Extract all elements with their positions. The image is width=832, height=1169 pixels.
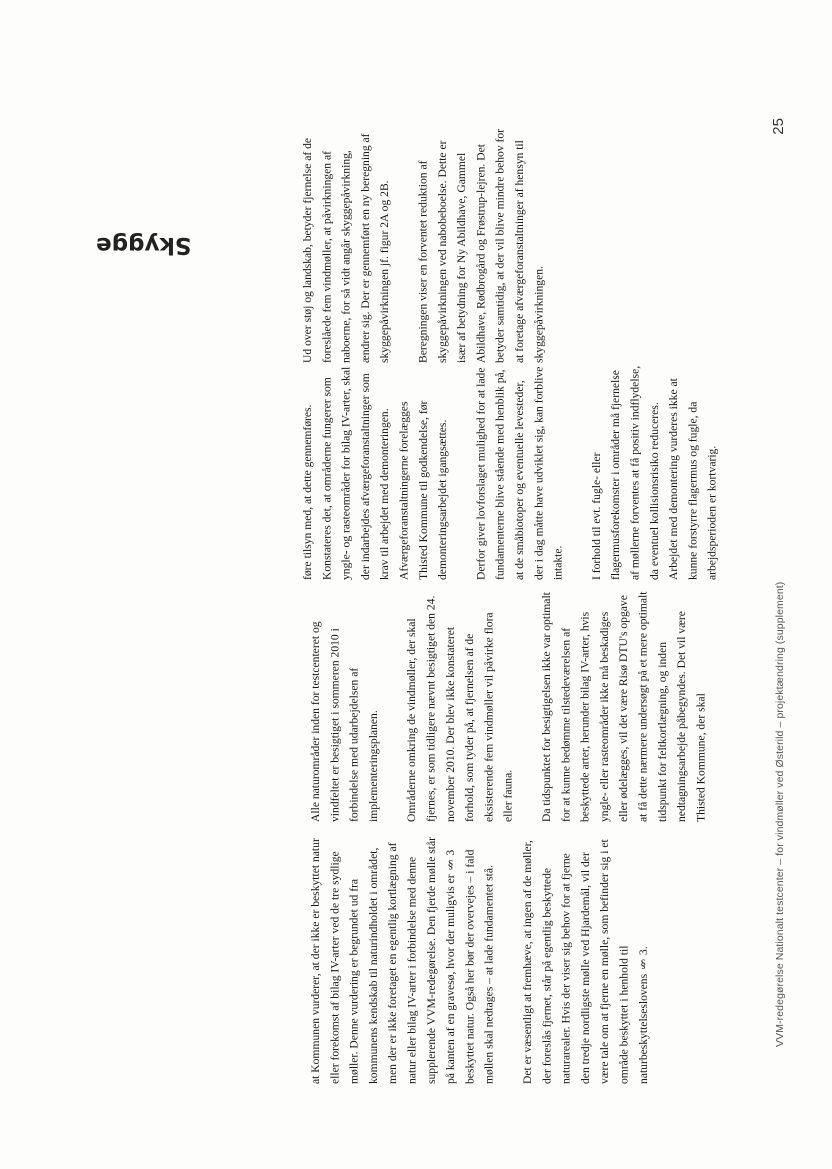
paragraph: at Kommunen vurderer, at der ikke er beskyttet natur eller forekomst af bilag IV-arter ved de tre sydlige møller. Denne vurdering er begrundet ud fra kommunens kendskab til naturindholdet i området, men der er ikke foretaget en egentlig kortlægning af natur eller bilag IV-arter i forbindelse med denne supplerende VVM-redegørelse. Den fjerde mølle står på kanten af en gravesø, hvor der muligvis er § 3 beskyttet natur. Også her bør der overvejes – i fald møllen skal nedtages – at lade fundamentet stå. <box>309 836 496 1084</box>
running-footer: VVM-redegørelse Nationalt testcenter – for vindmøller ved Østerild – projektændring (supplement) <box>774 582 786 1048</box>
page-number: 25 <box>770 118 787 135</box>
column-kommune-vurdering-text <box>306 836 816 1084</box>
section-title-text: Skygge <box>96 232 192 258</box>
paragraph: Områderne omkring de vindmøller, der skal fjernes, er som tidligere nævnt besigtiget den 24. november 2010. Der blev ikke konstateret forhold, som tyder på, at fjernelsen af de eksisterende fem vindmøller vil påvirke flora eller fauna. <box>405 595 515 822</box>
paragraph: Det er væsentligt at fremhæve, at ingen af de møller, der foreslås fjernet, står på egentlig beskyttede naturarealer. Hvis der viser sig behov for at fjerne den tredje nordligste mølle ved Hjardemål, vil der være tale om at fjerne en mølle, som befinder sig i et område beskyttet i henhold til naturbeskyttelseslovens § 3. <box>520 839 650 1084</box>
column-naturomraader-text <box>306 590 766 822</box>
paragraph: Derfor giver lovforslaget mulighed for at lade fundamenterne blive stående med henblik på, at de småbiotoper og eventuelle levesteder, der i dag måtte have udviklet sig, kan forblive intakte. <box>474 366 565 580</box>
paragraph: I forhold til evt. fugle- eller flagermusforekomster i områder må fjernelse af møllerne forventes at få positiv indflydelse, da eventuel kollisionsrisiko reduceres. Arbejdet med demontering vurderes ikke at kunne forstyrre flagermus og fugle, da arbejdsperioden er kortvarig. <box>589 365 719 580</box>
paragraph: Da tidspunktet for besigtigelsen ikke var optimalt for at kunne bedømme tilstedeværelsen af beskyttede arter, herunder bilag IV-arter, hvis yngle- eller rasteområder ikke må beskadiges eller ødelægges, vil det være Risø DTU's opgave at få dette nærmere undersøgt på et mere optimalt tidspunkt for feltkortlægning, og inden nedtagningsarbejde påbegyndes. Det vil være Thisted Kommune, der skal <box>539 591 708 822</box>
paragraph: Alle naturområder inden for testcenteret og vindfeltet er besigtiget i sommeren 2010 i forbindelse med udarbejdelsen af implementeringsplanen. <box>309 621 380 822</box>
paragraph: føre tilsyn med, at dette gennemføres. Konstateres det, at områderne fungerer som yngle- og rasteområder for bilag IV-arter, skal der indarbejdes afværgeforanstaltninger som krav til arbejdet med demonteringen. Afværgeforanstaltningerne forelægges Thisted Kommune til godkendelse, før demonteringsarbejdet igangsættes. <box>301 366 450 580</box>
column-skygge-text <box>298 128 623 363</box>
paragraph: Beregningen viser en forventet reduktion af skyggepåvirkningen ved nabobeboelse. Dette er især af betydning for Ny Abildhave, Gammel Abildhave, Rødbrogård og Frøstrup-lejren. Det betyder samtidig, at der vil blive mindre behov for at foretage afværgeforanstaltninger af hensyn til skyggepåvirkningen. <box>416 128 546 363</box>
paragraph: Ud over støj og landskab, betyder fjernelse af de foreslåede fem vindmøller, at påvirkningen af naboerne, for så vidt angår skyggepåvirkning, ændrer sig. Der er gennemført en ny beregning af skyggepåvirkningen jf. figur 2A og 2B. <box>301 133 392 363</box>
section-title <box>96 232 191 258</box>
column-demontering-text <box>298 365 758 580</box>
